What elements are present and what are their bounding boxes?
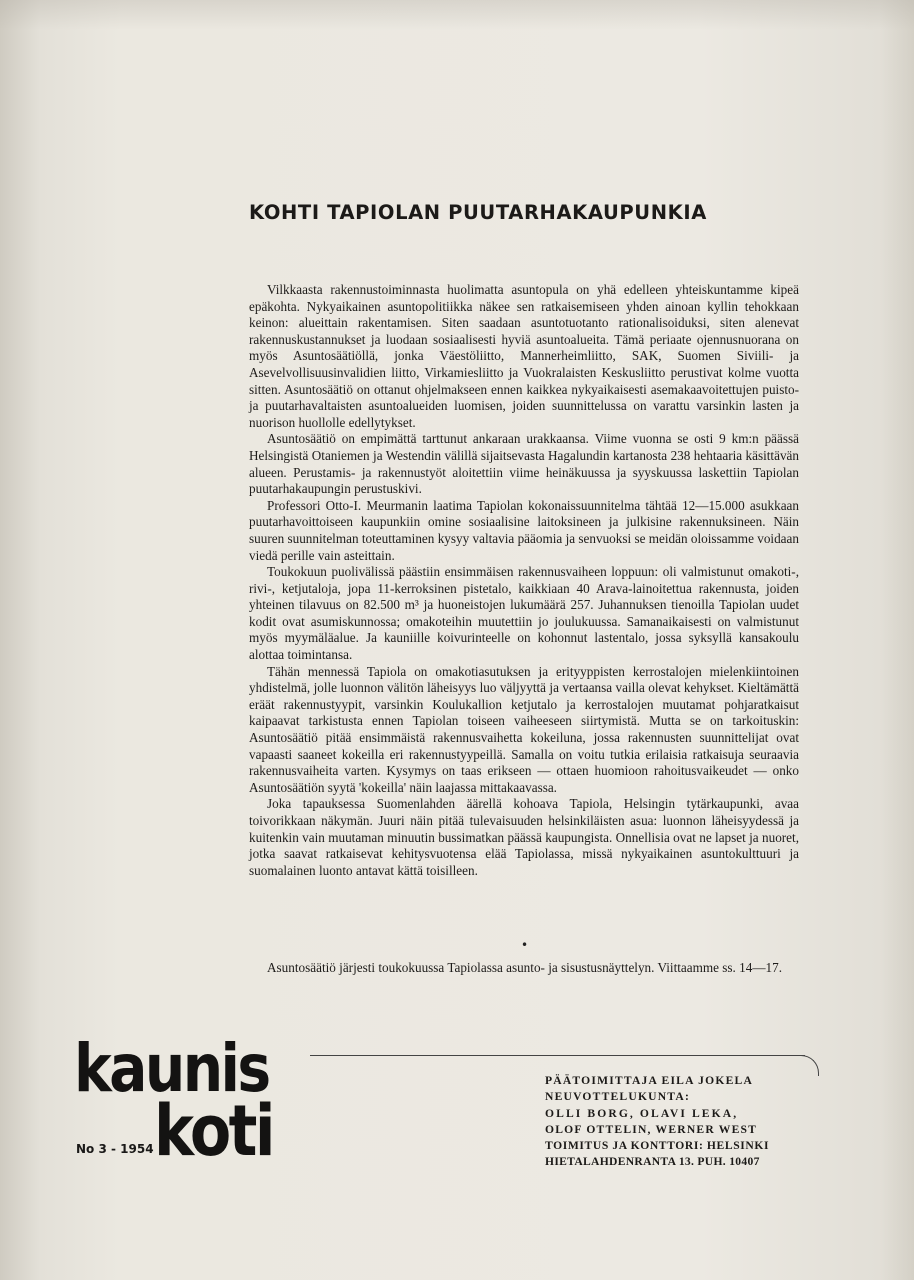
masthead-line: NEUVOTTELUKUNTA: xyxy=(545,1090,691,1104)
article-paragraph: Joka tapauksessa Suomenlahden äärellä kohoava Tapiola, Helsingin tytärkaupunki, avaa toivorikkaan näkymän. Juuri näin pitää tulevaisuuden helsinkiläisten asua: luonnon läheisyydessä ja kuitenkin vain muutaman minuutin bussimatkan päässä kaupungista. Onnellisia ovat ne lapset ja nuoret, jotka saavat ratkaisevat kehitysvuotensa elää Tapiolassa, missä nykyaikainen asuntokulttuuri ja suomalainen luonto antavat kättä toisilleen. xyxy=(249,796,799,878)
exhibition-note: Asuntosäätiö järjesti toukokuussa Tapiolassa asunto- ja sisustusnäyttelyn. Viittaamme ss. 14—17. xyxy=(267,960,782,975)
logo-word-koti: koti xyxy=(154,1090,273,1172)
masthead-line: HIETALAHDENRANTA 13. PUH. 10407 xyxy=(545,1155,760,1169)
article-paragraph: Asuntosäätiö on empimättä tarttunut ankaraan urakkaansa. Viime vuonna se osti 9 km:n päässä Helsingistä Otaniemen ja Westendin välillä sijaitsevasta Hagalundin kartanosta 238 hehtaaria käsittävän alueen. Perustamis- ja rakennustyöt aloitettiin viime heinäkuussa ja syyskuussa laskettiin Tapiolan puutarhakaupungin perustuskivi. xyxy=(249,431,799,497)
masthead-line: TOIMITUS JA KONTTORI: HELSINKI xyxy=(545,1139,770,1153)
page-shadow xyxy=(0,0,914,30)
section-separator: • xyxy=(521,938,529,952)
article-paragraph: Vilkkaasta rakennustoiminnasta huolimatta asuntopula on yhä edelleen yhteiskuntamme kipeä epäkohta. Nykyaikainen asuntopolitiikka näkee sen ratkaisemiseen yhden ainoan kyllin tehokkaan keinon: alueittain rakentamisen. Siten saadaan asuntotuotanto rationalisoiduksi, siten alenevat rakennuskustannukset ja luodaan sosiaalisesti hyviä asuntoalueita. Tämä periaate ojennusnuorana on myös Asuntosäätiöllä, jonka Väestöliitto, Mannerheimliitto, SAK, Suomen Siviili- ja Asevelvollisuusinvalidien liitto, Virkamiesliitto ja Vuokralaisten Keskusliitto perustivat kolme vuotta sitten. Asuntosäätiö on ottanut ohjelmakseen ennen kaikkea nykyaikaisesti asemakaavoitettujen puisto- ja puutarhavaltaisten asuntoalueiden luomisen, joiden suunnittelussa on varattu varsinkin lasten ja nuorison huollolle edellytykset. xyxy=(249,282,799,430)
masthead-line: OLLI BORG, OLAVI LEKA, xyxy=(545,1106,739,1120)
logo-word-kaunis: kaunis xyxy=(74,1030,269,1107)
masthead xyxy=(545,1073,807,1171)
masthead-line: PÄÄTOIMITTAJA EILA JOKELA xyxy=(545,1074,754,1087)
divider-line xyxy=(310,1055,805,1056)
masthead-line: OLOF OTTELIN, WERNER WEST xyxy=(545,1122,758,1136)
article-paragraph: Tähän mennessä Tapiola on omakotiasutuksen ja erityyppisten kerrostalojen mielenkiintoinen yhdistelmä, jolle luonnon välitön läheisyys luo väljyyttä ja vertaansa vailla olevat kehykset. Kieltämättä eräät rakennustyypit, varsinkin Koulukallion ketjutalo ja kerrostalojen muutamat pohjaratkaisut kaipaavat tarkistusta ennen Tapiolan toiseen vaiheeseen siirtymistä. Mutta se on tarkoituskin: Asuntosäätiö pitää ensimmäistä rakennusvaihetta kokeiluna, jossa rakennusten suunnittelijat ovat vapaasti saaneet kokeilla eri rakennustyypeillä. Samalla on voitu tutkia erilaisia ratkaisuja seuraavia rakennusvaiheita varten. Kysymys on taas erikseen — ottaen huomioon rahoitusvaikeudet — onko Asuntosäätiön syytä 'kokeilla' näin laajassa mittakaavassa. xyxy=(249,663,799,795)
article-body xyxy=(249,282,799,879)
article-title: KOHTI TAPIOLAN PUUTARHAKAUPUNKIA xyxy=(249,201,707,224)
article-paragraph: Toukokuun puolivälissä päästiin ensimmäisen rakennusvaiheen loppuun: oli valmistunut omakoti-, rivi-, ketjutaloja, jopa 11-kerroksinen pistetalo, kaikkiaan 40 Arava-lainoitettua rakennusta, joiden yhteinen tilavuus on 82.500 m³ ja huoneistojen lukumäärä 257. Juhannuksen tienoilla Tapiolan uudet kodit ovat asumiskunnossa; omakoteihin muutettiin jo joulukuussa. Samanaikaisesti on valmistunut myös myymäläalue. Ja kauniille koivurinteelle on kohonnut lastentalo, jossa syksyllä kansakoulu alottaa toimintansa. xyxy=(249,564,799,663)
issue-number: No 3 - 1954 xyxy=(76,1142,154,1156)
article-paragraph: Professori Otto-I. Meurmanin laatima Tapiolan kokonaissuunnitelma tähtää 12—15.000 asukkaan puutarhavoittoiseen kaupunkiin omine sosiaalisine laitoksineen ja julkisine rakennuksineen. Näin suuren suunnitelman toteuttaminen kysyy valtavia pääomia ja senvuoksi se meidän oloissamme voidaan viedä perille vain asteittain. xyxy=(249,497,799,563)
